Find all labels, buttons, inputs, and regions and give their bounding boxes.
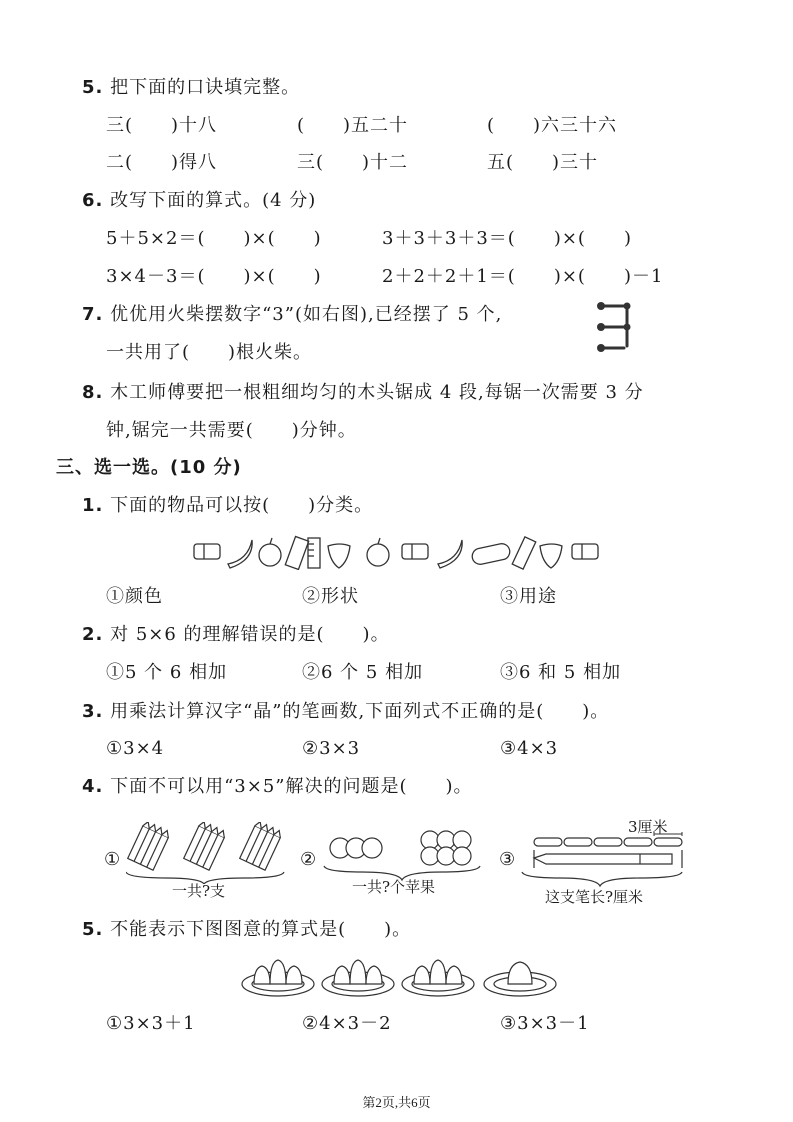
page-number: 第2页,共6页 — [362, 1095, 431, 1110]
c4-caption-2: 一共?个苹果 — [352, 878, 436, 896]
c4-caption-1: 一共?支 — [172, 882, 226, 900]
c5-option-3: ③3×3－1 — [500, 1013, 590, 1034]
q6-expr-c: 3×4－3＝( )×( ) — [106, 266, 322, 287]
eraser-icon — [572, 544, 598, 559]
c3-option-1: ①3×4 — [106, 738, 165, 759]
question-number: 5. — [82, 919, 104, 940]
q5-blank-4: 二( )得八 — [106, 152, 218, 173]
eraser-icon — [194, 544, 220, 559]
q7-line1 — [82, 303, 502, 327]
question-text: 下面不可以用“3×5”解决的问题是( )。 — [110, 776, 473, 797]
banana-icon — [228, 540, 252, 568]
c3-question — [82, 700, 609, 724]
q6-expr-b: 3＋3＋3＋3＝( )×( ) — [382, 228, 632, 249]
apple-icon — [367, 538, 389, 566]
question-number: 6. — [82, 190, 104, 211]
c4-fig-marker-2: ② — [300, 849, 318, 870]
matchstick-three-figure — [592, 300, 638, 358]
q5-blank-6: 五( )三十 — [487, 152, 599, 173]
strawberry-icon — [540, 544, 562, 568]
ruler-icon — [308, 538, 320, 568]
pen-length-figure — [520, 832, 686, 892]
question-text: 把下面的口诀填完整。 — [110, 77, 301, 98]
pencil-bundles-figure — [126, 822, 286, 884]
q6-expr-d: 2＋2＋2＋1＝( )×( )－1 — [382, 266, 664, 287]
q6-title-line — [82, 189, 316, 213]
question-number: 7. — [82, 304, 104, 325]
c5-option-2: ②4×3－2 — [302, 1013, 392, 1034]
apples-figure — [322, 826, 482, 882]
c2-option-1: ①5 个 6 相加 — [106, 662, 228, 683]
c2-option-3: ③6 和 5 相加 — [500, 662, 622, 683]
q5-blank-1: 三( )十八 — [106, 115, 218, 136]
q5-blank-5: 三( )十二 — [297, 152, 409, 173]
question-number: 5. — [82, 77, 104, 98]
question-number: 8. — [82, 382, 104, 403]
pencil-case-icon — [471, 542, 511, 566]
ruler-icon — [285, 537, 308, 570]
question-text: 对 5×6 的理解错误的是( )。 — [110, 624, 390, 645]
question-text: 不能表示下图图意的算式是( )。 — [110, 919, 412, 940]
c4-fig-marker-1: ① — [104, 849, 122, 870]
question-text: 优优用火柴摆数字“3”(如右图),已经摆了 5 个, — [110, 304, 503, 325]
eraser-icon — [402, 544, 428, 559]
question-number: 2. — [82, 624, 104, 645]
c4-caption-3: 这支笔长?厘米 — [545, 888, 644, 906]
q8-line2: 钟,锯完一共需要( )分钟。 — [106, 420, 357, 441]
question-text: 下面的物品可以按( )分类。 — [110, 495, 374, 516]
strawberry-icon — [328, 544, 350, 568]
question-number: 4. — [82, 776, 104, 797]
c3-option-3: ③4×3 — [500, 738, 559, 759]
c2-option-2: ②6 个 5 相加 — [302, 662, 424, 683]
q8-line1 — [82, 381, 644, 405]
c5-option-1: ①3×3＋1 — [106, 1013, 196, 1034]
q5-blank-2: ( )五二十 — [297, 115, 409, 136]
question-text: 木工师傅要把一根粗细均匀的木头锯成 4 段,每锯一次需要 3 分 — [110, 382, 644, 403]
apple-icon — [259, 538, 281, 566]
section-title: 三、选一选。(10 分) — [56, 457, 242, 478]
q5-blank-3: ( )六三十六 — [487, 115, 618, 136]
c1-option-1: ①颜色 — [106, 586, 163, 607]
c1-option-2: ②形状 — [302, 586, 359, 607]
c4-measure-label: 3厘米 — [628, 818, 668, 836]
question-text: 改写下面的算式。(4 分) — [110, 190, 317, 211]
c4-fig-marker-3: ③ — [499, 849, 517, 870]
q6-expr-a: 5＋5×2＝( )×( ) — [106, 228, 322, 249]
items-row-figure — [190, 534, 610, 570]
question-number: 1. — [82, 495, 104, 516]
question-number: 3. — [82, 701, 104, 722]
c1-question — [82, 494, 373, 518]
c5-question — [82, 918, 411, 942]
banana-icon — [438, 540, 462, 568]
c4-question — [82, 775, 473, 799]
c1-option-3: ③用途 — [500, 586, 557, 607]
c2-question — [82, 623, 390, 647]
peach-plates-figure — [240, 954, 560, 1000]
ruler-icon — [512, 537, 536, 569]
c3-option-2: ②3×3 — [302, 738, 361, 759]
question-text: 用乘法计算汉字“晶”的笔画数,下面列式不正确的是( )。 — [110, 701, 610, 722]
q5-title-line — [82, 76, 300, 100]
q7-line2: 一共用了( )根火柴。 — [106, 342, 313, 363]
